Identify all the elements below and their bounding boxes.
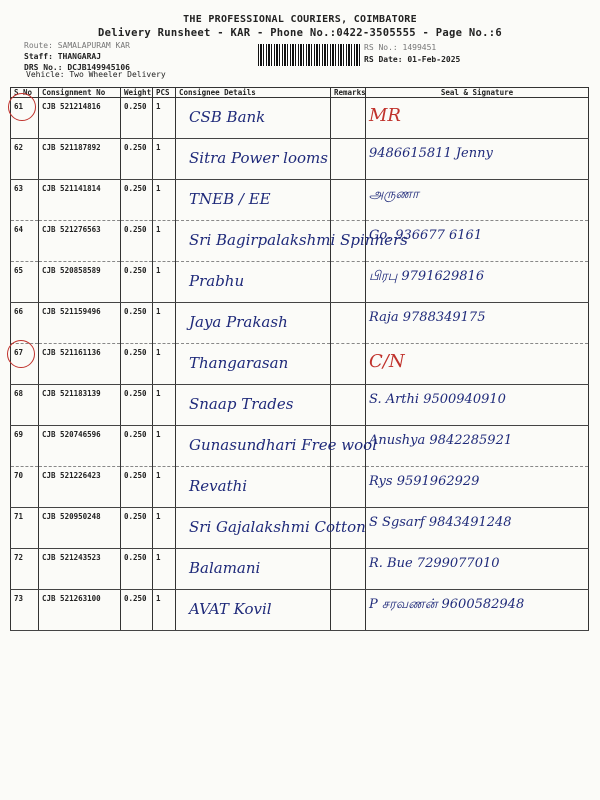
consignee-cell [176,262,331,303]
remarks-cell [331,98,366,139]
sno-cell: 61 [11,98,39,139]
remarks-cell [331,180,366,221]
consignment-no-cell: CJB 521141814 [39,180,121,221]
consignee-cell [176,549,331,590]
signature-handwriting: S. Arthi 9500940910 [369,392,506,407]
signature-cell [366,262,589,303]
remarks-cell [331,303,366,344]
pcs-cell: 1 [153,303,176,344]
table-row [11,467,589,508]
consignee-handwriting: CSB Bank [189,108,266,126]
col-header-signature: Seal & Signature [366,88,589,98]
consignee-handwriting: Snaap Trades [189,395,294,413]
consignee-handwriting: Sri Gajalakshmi Cotton [189,518,366,536]
signature-handwriting: P சரவணன் 9600582948 [369,597,525,612]
signature-cell [366,180,589,221]
weight-cell: 0.250 [121,549,153,590]
remarks-cell [331,590,366,631]
consignee-cell [176,385,331,426]
sno-cell: 62 [11,139,39,180]
col-header-consignment: Consignment No [39,88,121,98]
table-row [11,139,589,180]
col-header-remarks: Remarks [331,88,366,98]
weight-cell: 0.250 [121,344,153,385]
col-header-sno: S No [11,88,39,98]
runsheet-table [10,87,589,631]
pcs-cell: 1 [153,385,176,426]
consignee-handwriting: TNEB / EE [189,190,271,208]
remarks-cell [331,139,366,180]
pcs-cell: 1 [153,262,176,303]
col-header-consignee: Consignee Details [176,88,331,98]
weight-cell: 0.250 [121,385,153,426]
consignee-handwriting: Sitra Power looms [189,149,328,167]
consignment-no-cell: CJB 521276563 [39,221,121,262]
consignee-cell [176,508,366,549]
consignee-handwriting: Thangarasan [189,354,289,372]
rs-number: RS No.: 1499451 [364,43,437,52]
pcs-cell: 1 [153,467,176,508]
table-row [11,344,589,385]
table-row [11,98,589,139]
col-header-pcs: PCS [153,88,176,98]
pcs-cell: 1 [153,426,176,467]
signature-cell [366,385,589,426]
sno-cell: 67 [11,344,39,385]
sno-cell: 68 [11,385,39,426]
barcode [258,44,361,66]
consignment-no-cell: CJB 521226423 [39,467,121,508]
pcs-cell: 1 [153,590,176,631]
sno-cell: 64 [11,221,39,262]
vehicle-label: Vehicle: Two Wheeler Delivery [26,70,166,79]
consignment-no-cell: CJB 521187892 [39,139,121,180]
pcs-cell: 1 [153,98,176,139]
rs-date: RS Date: 01-Feb-2025 [364,55,461,64]
remarks-cell [331,549,366,590]
consignee-cell [176,467,331,508]
signature-cell [366,344,589,385]
signature-handwriting: S Sgsarf 9843491248 [369,515,512,530]
pcs-cell: 1 [153,549,176,590]
signature-cell [366,426,589,467]
weight-cell: 0.250 [121,590,153,631]
signature-cell [366,98,589,139]
signature-handwriting: Go. 936677 6161 [369,228,483,243]
signature-cell [366,467,589,508]
pcs-cell: 1 [153,139,176,180]
sno-67-circle [7,340,35,368]
sno-cell: 71 [11,508,39,549]
table-row [11,549,589,590]
signature-cell [366,590,589,631]
table-row [11,508,589,549]
weight-cell: 0.250 [121,180,153,221]
consignee-cell [176,303,331,344]
consignee-handwriting: AVAT Kovil [189,600,272,618]
consignee-handwriting: Jaya Prakash [189,313,288,331]
table-row [11,303,589,344]
pcs-cell: 1 [153,344,176,385]
signature-cell [366,221,589,262]
consignee-handwriting: Revathi [189,477,248,495]
consignment-no-cell: CJB 521214816 [39,98,121,139]
consignee-cell [176,180,331,221]
weight-cell: 0.250 [121,221,153,262]
consignee-cell [176,221,408,262]
sno-cell: 63 [11,180,39,221]
sno-cell: 72 [11,549,39,590]
signature-handwriting: பிரபு 9791629816 [369,269,485,284]
consignment-no-cell: CJB 520746596 [39,426,121,467]
weight-cell: 0.250 [121,467,153,508]
table-row [11,262,589,303]
signature-handwriting: அருணா [369,187,419,202]
consignment-no-cell: CJB 520858589 [39,262,121,303]
signature-handwriting: MR [369,105,401,126]
consignee-handwriting: Gunasundhari Free wool [189,436,378,454]
sno-cell: 70 [11,467,39,508]
consignee-cell [176,590,331,631]
signature-handwriting: Anushya 9842285921 [369,433,513,448]
sno-cell: 73 [11,590,39,631]
consignment-no-cell: CJB 521243523 [39,549,121,590]
table-row [11,426,589,467]
weight-cell: 0.250 [121,426,153,467]
consignee-cell [176,344,331,385]
signature-cell [366,303,589,344]
pcs-cell: 1 [153,221,176,262]
drs-label: DRS No.: DCJB149945106 [24,63,130,72]
consignee-cell [176,98,331,139]
remarks-cell [331,467,366,508]
signature-handwriting: Raja 9788349175 [369,310,486,325]
consignee-cell [176,139,331,180]
sno-cell: 65 [11,262,39,303]
sno-61-circle [8,93,36,121]
weight-cell: 0.250 [121,303,153,344]
weight-cell: 0.250 [121,262,153,303]
pcs-cell: 1 [153,180,176,221]
signature-cell [366,139,589,180]
remarks-cell [331,344,366,385]
signature-handwriting: Rys 9591962929 [369,474,480,489]
weight-cell: 0.250 [121,98,153,139]
col-header-weight: Weight [121,88,153,98]
consignment-no-cell: CJB 521159496 [39,303,121,344]
weight-cell: 0.250 [121,139,153,180]
consignee-handwriting: Balamani [189,559,261,577]
remarks-cell [331,385,366,426]
remarks-cell [331,262,366,303]
route-label: Route: SAMALAPURAM KAR [24,41,130,50]
consignee-handwriting: Prabhu [189,272,245,290]
table-row [11,221,589,262]
table-row [11,385,589,426]
staff-label: Staff: THANGARAJ [24,52,102,61]
sno-cell: 66 [11,303,39,344]
table-row [11,590,589,631]
signature-cell [366,508,589,549]
consignment-no-cell: CJB 521183139 [39,385,121,426]
signature-cell [366,549,589,590]
signature-handwriting: C/N [369,351,405,372]
table-header [11,88,589,98]
consignment-no-cell: CJB 521263100 [39,590,121,631]
consignment-no-cell: CJB 520950248 [39,508,121,549]
pcs-cell: 1 [153,508,176,549]
weight-cell: 0.250 [121,508,153,549]
consignee-handwriting: Sri Bagirpalakshmi Spinners [189,231,408,249]
company-title: THE PROFESSIONAL COURIERS, COIMBATORE [183,14,417,25]
consignee-cell [176,426,378,467]
signature-handwriting: 9486615811 Jenny [369,146,493,161]
consignment-no-cell: CJB 521161136 [39,344,121,385]
signature-handwriting: R. Bue 7299077010 [369,556,500,571]
runsheet-subtitle: Delivery Runsheet - KAR - Phone No.:0422-3505555 - Page No.:6 [98,27,502,39]
sno-cell: 69 [11,426,39,467]
table-row [11,180,589,221]
